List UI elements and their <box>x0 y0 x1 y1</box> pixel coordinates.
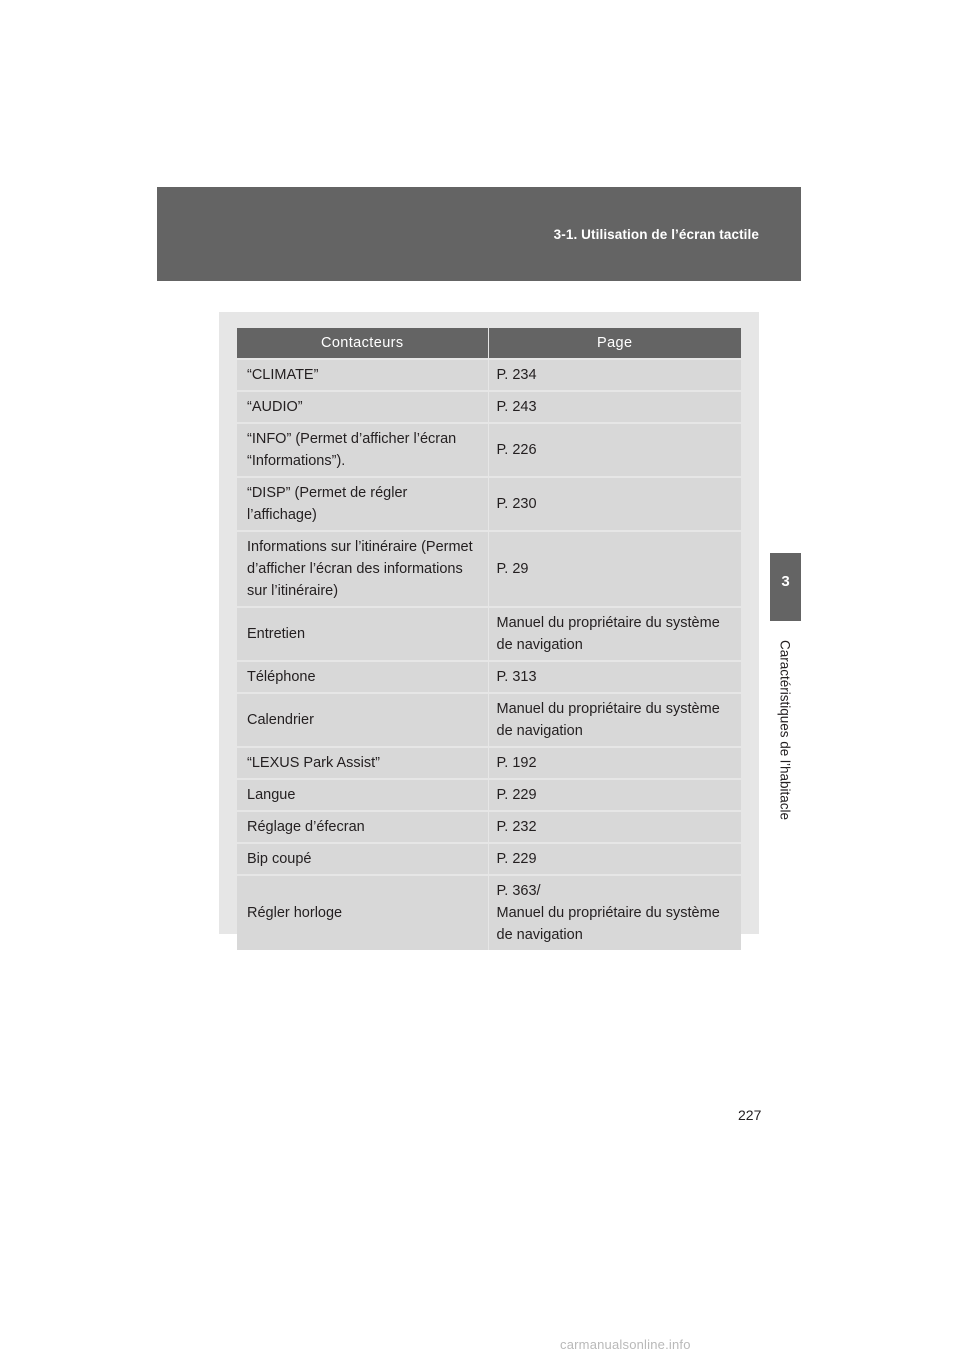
page-cell: P. 192 <box>488 747 741 779</box>
switch-table <box>237 328 741 950</box>
table-row <box>237 747 741 779</box>
table-row <box>237 531 741 607</box>
page-cell: P. 363/ Manuel du propriétaire du système de navigation <box>488 875 741 950</box>
page-cell: P. 226 <box>488 423 741 477</box>
table-row <box>237 391 741 423</box>
page-cell: P. 313 <box>488 661 741 693</box>
table-row <box>237 779 741 811</box>
page-cell: Manuel du propriétaire du système de navigation <box>488 607 741 661</box>
switch-cell: “CLIMATE” <box>237 359 488 391</box>
table-row <box>237 661 741 693</box>
switch-cell: Téléphone <box>237 661 488 693</box>
table-row <box>237 843 741 875</box>
column-header-page: Page <box>488 328 741 359</box>
page-cell: Manuel du propriétaire du système de navigation <box>488 693 741 747</box>
table-row <box>237 811 741 843</box>
table-header-row <box>237 328 741 359</box>
switch-cell: Entretien <box>237 607 488 661</box>
switch-cell: “DISP” (Permet de régler l’affichage) <box>237 477 488 531</box>
section-title: 3-1. Utilisation de l’écran tactile <box>553 227 759 242</box>
table-row <box>237 607 741 661</box>
switch-cell: Réglage d’éfecran <box>237 811 488 843</box>
page-cell: P. 229 <box>488 779 741 811</box>
table-row <box>237 477 741 531</box>
table-row <box>237 875 741 950</box>
switch-cell: Informations sur l’itinéraire (Permet d’afficher l’écran des informations sur l’itinéraire) <box>237 531 488 607</box>
watermark: carmanualsonline.info <box>560 1337 691 1352</box>
chapter-tab <box>770 553 801 621</box>
table-row <box>237 693 741 747</box>
page-number: 227 <box>738 1107 762 1123</box>
switch-cell: “INFO” (Permet d’afficher l’écran “Informations”). <box>237 423 488 477</box>
page-cell: P. 29 <box>488 531 741 607</box>
chapter-title: Caractéristiques de l’habitacle <box>777 639 793 821</box>
switch-cell: Langue <box>237 779 488 811</box>
switch-cell: “AUDIO” <box>237 391 488 423</box>
switch-cell: Calendrier <box>237 693 488 747</box>
table-panel <box>219 312 759 943</box>
header-band <box>157 187 801 281</box>
page-cell: P. 229 <box>488 843 741 875</box>
chapter-number: 3 <box>781 573 790 590</box>
column-header-switches: Contacteurs <box>237 328 488 359</box>
table-row <box>237 359 741 391</box>
page-cell: P. 243 <box>488 391 741 423</box>
switch-cell: Bip coupé <box>237 843 488 875</box>
switch-cell: Régler horloge <box>237 875 488 950</box>
page-cell: P. 230 <box>488 477 741 531</box>
page-cell: P. 234 <box>488 359 741 391</box>
page-cell: P. 232 <box>488 811 741 843</box>
table-row <box>237 423 741 477</box>
switch-cell: “LEXUS Park Assist” <box>237 747 488 779</box>
